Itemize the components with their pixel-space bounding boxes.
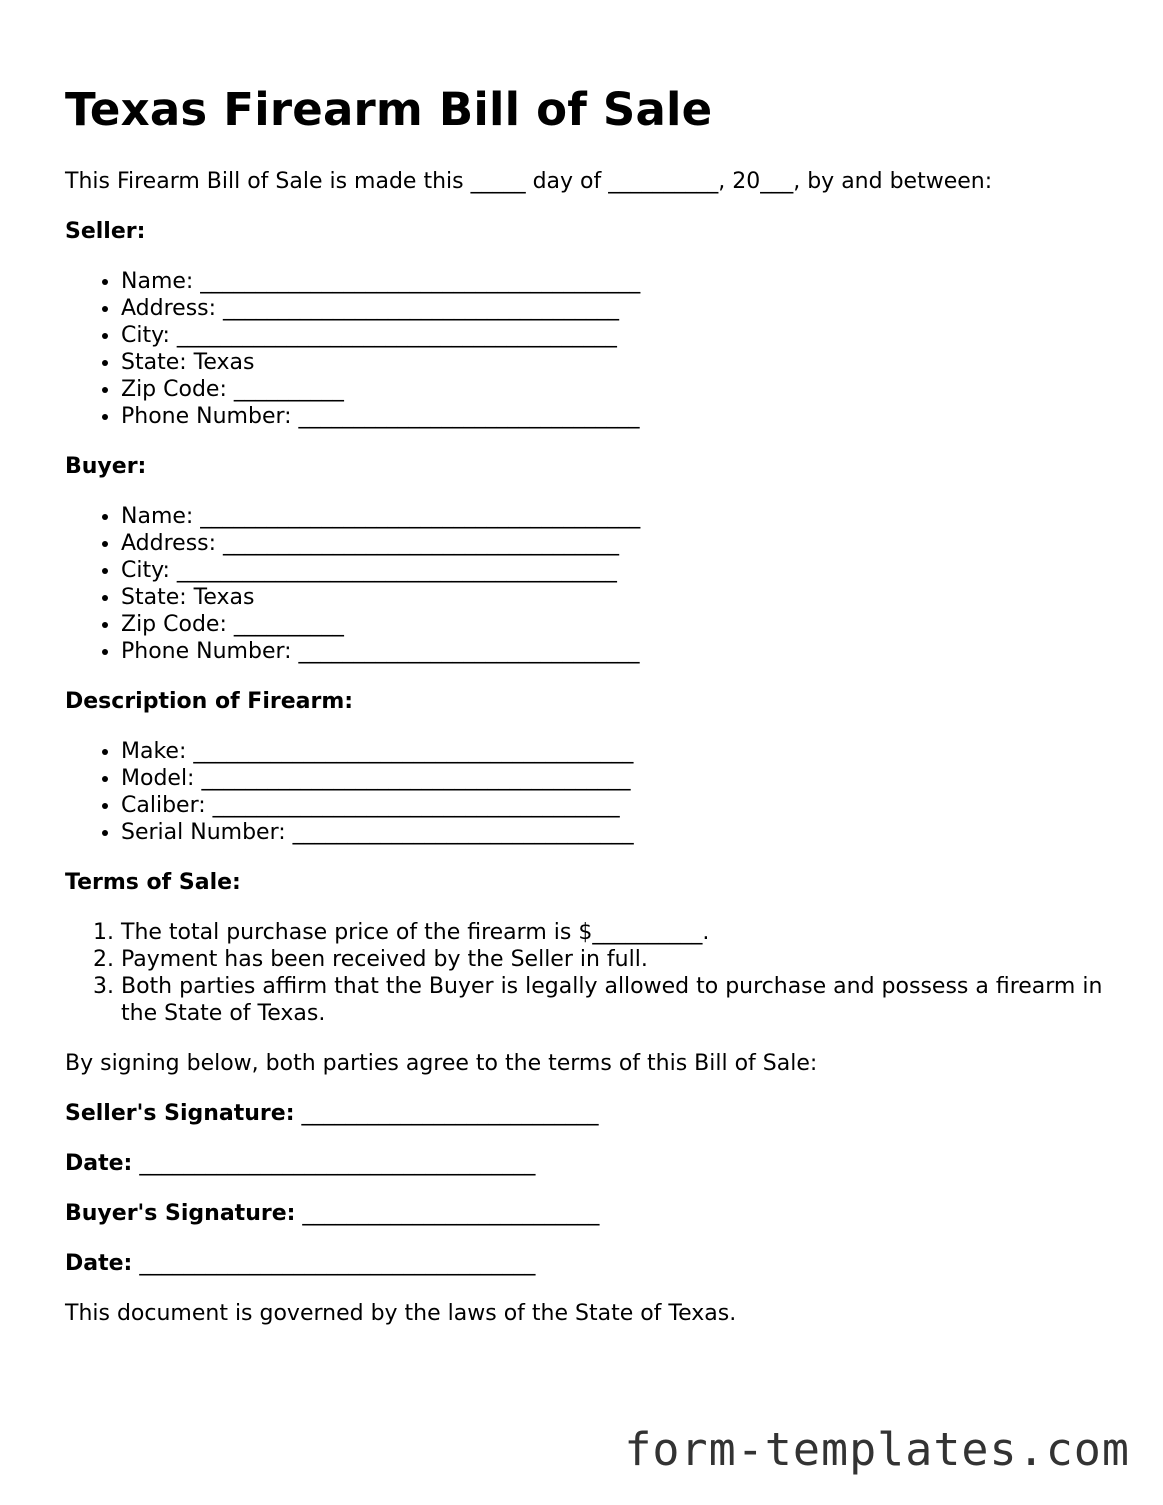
buyer-city-field: • City: ________________________________________ [121,557,1105,584]
terms-list [65,919,1105,1027]
seller-date-label: Date: [65,1151,133,1176]
term-legality: 3. Both parties affirm that the Buyer is legally allowed to purchase and possess a firearm in the State of Texas. [121,973,1105,1027]
document-title: Texas Firearm Bill of Sale [65,83,713,136]
seller-phone-field: • Phone Number: _______________________________ [121,403,1105,430]
document-page [65,0,1105,1327]
seller-heading: Seller: [65,219,146,244]
buyer-date-line [65,1250,1105,1277]
seller-signature-label: Seller's Signature: [65,1101,295,1126]
seller-zip-field: • Zip Code: __________ [121,376,1105,403]
buyer-signature-blank: ___________________________ [302,1201,600,1226]
seller-date-line [65,1150,1105,1177]
firearm-model-field: • Model: _______________________________________ [121,765,1105,792]
firearm-serial-field: • Serial Number: _______________________________ [121,819,1105,846]
seller-date-blank: ____________________________________ [139,1151,536,1176]
seller-address-field: • Address: ____________________________________ [121,295,1105,322]
firearm-caliber-field: • Caliber: _____________________________________ [121,792,1105,819]
firearm-heading: Description of Firearm: [65,689,354,714]
buyer-state-field: • State: Texas [121,584,1105,611]
terms-heading: Terms of Sale: [65,870,241,895]
buyer-date-label: Date: [65,1251,133,1276]
buyer-field-list [65,503,1105,665]
buyer-address-field: • Address: ____________________________________ [121,530,1105,557]
term-price: 1. The total purchase price of the firearm is $__________. [121,919,1105,946]
watermark: form-templates.com [624,1423,1130,1476]
buyer-heading: Buyer: [65,454,147,479]
buyer-date-blank: ____________________________________ [139,1251,536,1276]
buyer-phone-field: • Phone Number: _______________________________ [121,638,1105,665]
firearm-field-list [65,738,1105,846]
seller-signature-blank: ___________________________ [301,1101,599,1126]
buyer-name-field: • Name: ________________________________________ [121,503,1105,530]
seller-field-list [65,268,1105,430]
seller-signature-line [65,1100,1105,1127]
firearm-make-field: • Make: ________________________________________ [121,738,1105,765]
intro-paragraph: This Firearm Bill of Sale is made this _____ day of __________, 20___, by and between: [65,169,993,194]
seller-state-field: • State: Texas [121,349,1105,376]
term-payment: 2. Payment has been received by the Seller in full. [121,946,1105,973]
buyer-signature-line [65,1200,1105,1227]
seller-city-field: • City: ________________________________________ [121,322,1105,349]
agreement-statement: By signing below, both parties agree to the terms of this Bill of Sale: [65,1051,818,1076]
buyer-zip-field: • Zip Code: __________ [121,611,1105,638]
buyer-signature-label: Buyer's Signature: [65,1201,296,1226]
seller-name-field: • Name: ________________________________________ [121,268,1105,295]
governing-law-note: This document is governed by the laws of the State of Texas. [65,1301,737,1326]
